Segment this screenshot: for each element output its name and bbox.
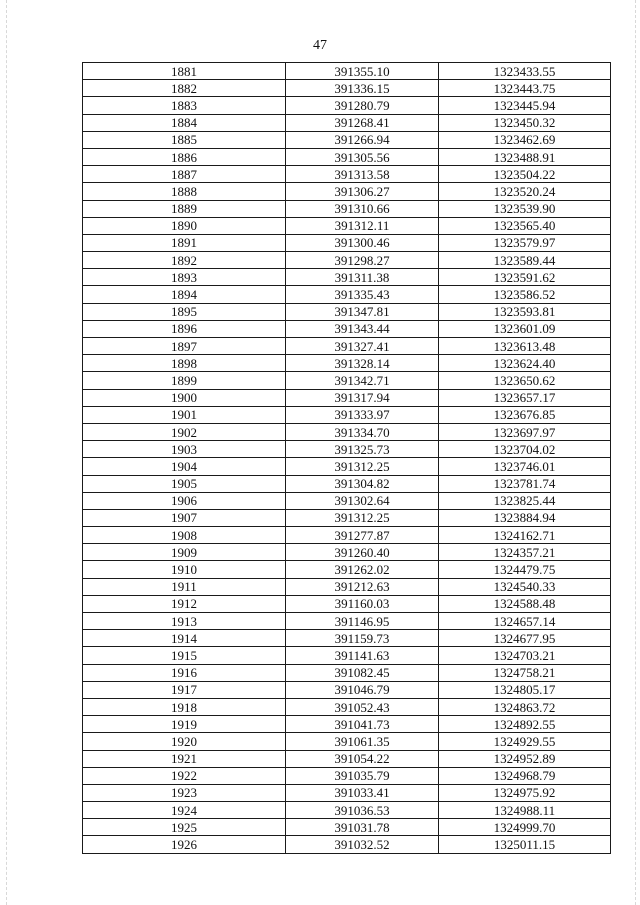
y-coordinate-cell: 1324162.71 xyxy=(439,527,611,544)
table-row xyxy=(83,733,611,750)
point-number-cell: 1895 xyxy=(83,303,286,320)
table-row xyxy=(83,544,611,561)
coordinates-table-body xyxy=(83,63,611,854)
point-number-cell: 1909 xyxy=(83,544,286,561)
x-coordinate-cell: 391300.46 xyxy=(286,234,439,251)
y-coordinate-cell: 1323433.55 xyxy=(439,63,611,80)
table-row xyxy=(83,217,611,234)
point-number-cell: 1907 xyxy=(83,509,286,526)
table-row xyxy=(83,200,611,217)
point-number-cell: 1900 xyxy=(83,389,286,406)
x-coordinate-cell: 391159.73 xyxy=(286,630,439,647)
table-row xyxy=(83,131,611,148)
y-coordinate-cell: 1323676.85 xyxy=(439,406,611,423)
x-coordinate-cell: 391160.03 xyxy=(286,595,439,612)
point-number-cell: 1910 xyxy=(83,561,286,578)
x-coordinate-cell: 391032.52 xyxy=(286,836,439,853)
point-number-cell: 1891 xyxy=(83,234,286,251)
table-row xyxy=(83,664,611,681)
point-number-cell: 1894 xyxy=(83,286,286,303)
y-coordinate-cell: 1324929.55 xyxy=(439,733,611,750)
x-coordinate-cell: 391310.66 xyxy=(286,200,439,217)
x-coordinate-cell: 391280.79 xyxy=(286,97,439,114)
x-coordinate-cell: 391333.97 xyxy=(286,406,439,423)
x-coordinate-cell: 391311.38 xyxy=(286,269,439,286)
x-coordinate-cell: 391035.79 xyxy=(286,767,439,784)
x-coordinate-cell: 391312.25 xyxy=(286,509,439,526)
table-row xyxy=(83,114,611,131)
y-coordinate-cell: 1323624.40 xyxy=(439,355,611,372)
y-coordinate-cell: 1324863.72 xyxy=(439,698,611,715)
y-coordinate-cell: 1323650.62 xyxy=(439,372,611,389)
y-coordinate-cell: 1323579.97 xyxy=(439,234,611,251)
x-coordinate-cell: 391343.44 xyxy=(286,320,439,337)
table-row xyxy=(83,441,611,458)
y-coordinate-cell: 1323450.32 xyxy=(439,114,611,131)
x-coordinate-cell: 391052.43 xyxy=(286,698,439,715)
table-row xyxy=(83,423,611,440)
table-row xyxy=(83,527,611,544)
x-coordinate-cell: 391036.53 xyxy=(286,802,439,819)
y-coordinate-cell: 1324677.95 xyxy=(439,630,611,647)
x-coordinate-cell: 391262.02 xyxy=(286,561,439,578)
y-coordinate-cell: 1323462.69 xyxy=(439,131,611,148)
point-number-cell: 1924 xyxy=(83,802,286,819)
y-coordinate-cell: 1323445.94 xyxy=(439,97,611,114)
y-coordinate-cell: 1324975.92 xyxy=(439,784,611,801)
y-coordinate-cell: 1323565.40 xyxy=(439,217,611,234)
y-coordinate-cell: 1323591.62 xyxy=(439,269,611,286)
x-coordinate-cell: 391082.45 xyxy=(286,664,439,681)
point-number-cell: 1915 xyxy=(83,647,286,664)
point-number-cell: 1898 xyxy=(83,355,286,372)
x-coordinate-cell: 391334.70 xyxy=(286,423,439,440)
table-row xyxy=(83,234,611,251)
y-coordinate-cell: 1324657.14 xyxy=(439,613,611,630)
y-coordinate-cell: 1323746.01 xyxy=(439,458,611,475)
y-coordinate-cell: 1323593.81 xyxy=(439,303,611,320)
scan-edge-right xyxy=(635,0,636,905)
point-number-cell: 1920 xyxy=(83,733,286,750)
x-coordinate-cell: 391054.22 xyxy=(286,750,439,767)
point-number-cell: 1917 xyxy=(83,681,286,698)
table-row xyxy=(83,80,611,97)
table-row xyxy=(83,183,611,200)
x-coordinate-cell: 391304.82 xyxy=(286,475,439,492)
point-number-cell: 1914 xyxy=(83,630,286,647)
table-row xyxy=(83,784,611,801)
y-coordinate-cell: 1324479.75 xyxy=(439,561,611,578)
y-coordinate-cell: 1324892.55 xyxy=(439,716,611,733)
x-coordinate-cell: 391302.64 xyxy=(286,492,439,509)
x-coordinate-cell: 391031.78 xyxy=(286,819,439,836)
y-coordinate-cell: 1323488.91 xyxy=(439,148,611,165)
y-coordinate-cell: 1324540.33 xyxy=(439,578,611,595)
table-row xyxy=(83,406,611,423)
x-coordinate-cell: 391266.94 xyxy=(286,131,439,148)
point-number-cell: 1921 xyxy=(83,750,286,767)
x-coordinate-cell: 391306.27 xyxy=(286,183,439,200)
table-row xyxy=(83,372,611,389)
y-coordinate-cell: 1324703.21 xyxy=(439,647,611,664)
table-row xyxy=(83,716,611,733)
table-row xyxy=(83,750,611,767)
point-number-cell: 1902 xyxy=(83,423,286,440)
point-number-cell: 1901 xyxy=(83,406,286,423)
table-row xyxy=(83,63,611,80)
point-number-cell: 1896 xyxy=(83,320,286,337)
y-coordinate-cell: 1323613.48 xyxy=(439,338,611,355)
table-row xyxy=(83,613,611,630)
y-coordinate-cell: 1324357.21 xyxy=(439,544,611,561)
x-coordinate-cell: 391033.41 xyxy=(286,784,439,801)
scan-edge-left xyxy=(6,0,7,905)
x-coordinate-cell: 391313.58 xyxy=(286,166,439,183)
y-coordinate-cell: 1324758.21 xyxy=(439,664,611,681)
y-coordinate-cell: 1323589.44 xyxy=(439,252,611,269)
table-row xyxy=(83,595,611,612)
x-coordinate-cell: 391312.25 xyxy=(286,458,439,475)
point-number-cell: 1899 xyxy=(83,372,286,389)
point-number-cell: 1905 xyxy=(83,475,286,492)
y-coordinate-cell: 1323704.02 xyxy=(439,441,611,458)
table-row xyxy=(83,767,611,784)
point-number-cell: 1887 xyxy=(83,166,286,183)
y-coordinate-cell: 1323539.90 xyxy=(439,200,611,217)
point-number-cell: 1888 xyxy=(83,183,286,200)
page-number: 47 xyxy=(313,38,327,53)
table-row xyxy=(83,286,611,303)
point-number-cell: 1916 xyxy=(83,664,286,681)
table-row xyxy=(83,836,611,853)
x-coordinate-cell: 391305.56 xyxy=(286,148,439,165)
point-number-cell: 1892 xyxy=(83,252,286,269)
table-row xyxy=(83,475,611,492)
point-number-cell: 1904 xyxy=(83,458,286,475)
table-row xyxy=(83,698,611,715)
x-coordinate-cell: 391317.94 xyxy=(286,389,439,406)
point-number-cell: 1908 xyxy=(83,527,286,544)
x-coordinate-cell: 391298.27 xyxy=(286,252,439,269)
y-coordinate-cell: 1324952.89 xyxy=(439,750,611,767)
table-row xyxy=(83,509,611,526)
table-row xyxy=(83,802,611,819)
point-number-cell: 1925 xyxy=(83,819,286,836)
table-row xyxy=(83,630,611,647)
table-row xyxy=(83,389,611,406)
point-number-cell: 1890 xyxy=(83,217,286,234)
table-row xyxy=(83,561,611,578)
x-coordinate-cell: 391260.40 xyxy=(286,544,439,561)
y-coordinate-cell: 1323520.24 xyxy=(439,183,611,200)
point-number-cell: 1885 xyxy=(83,131,286,148)
x-coordinate-cell: 391061.35 xyxy=(286,733,439,750)
table-row xyxy=(83,338,611,355)
y-coordinate-cell: 1324588.48 xyxy=(439,595,611,612)
point-number-cell: 1886 xyxy=(83,148,286,165)
x-coordinate-cell: 391328.14 xyxy=(286,355,439,372)
table-row xyxy=(83,458,611,475)
point-number-cell: 1906 xyxy=(83,492,286,509)
x-coordinate-cell: 391312.11 xyxy=(286,217,439,234)
point-number-cell: 1883 xyxy=(83,97,286,114)
x-coordinate-cell: 391335.43 xyxy=(286,286,439,303)
x-coordinate-cell: 391046.79 xyxy=(286,681,439,698)
table-row xyxy=(83,819,611,836)
point-number-cell: 1923 xyxy=(83,784,286,801)
point-number-cell: 1897 xyxy=(83,338,286,355)
table-row xyxy=(83,578,611,595)
x-coordinate-cell: 391212.63 xyxy=(286,578,439,595)
x-coordinate-cell: 391342.71 xyxy=(286,372,439,389)
x-coordinate-cell: 391355.10 xyxy=(286,63,439,80)
table-row xyxy=(83,647,611,664)
point-number-cell: 1882 xyxy=(83,80,286,97)
coordinates-table xyxy=(82,62,611,854)
y-coordinate-cell: 1325011.15 xyxy=(439,836,611,853)
point-number-cell: 1913 xyxy=(83,613,286,630)
y-coordinate-cell: 1324805.17 xyxy=(439,681,611,698)
point-number-cell: 1893 xyxy=(83,269,286,286)
point-number-cell: 1919 xyxy=(83,716,286,733)
y-coordinate-cell: 1323697.97 xyxy=(439,423,611,440)
y-coordinate-cell: 1323601.09 xyxy=(439,320,611,337)
x-coordinate-cell: 391041.73 xyxy=(286,716,439,733)
table-row xyxy=(83,303,611,320)
point-number-cell: 1911 xyxy=(83,578,286,595)
table-row xyxy=(83,148,611,165)
point-number-cell: 1903 xyxy=(83,441,286,458)
point-number-cell: 1918 xyxy=(83,698,286,715)
table-row xyxy=(83,492,611,509)
y-coordinate-cell: 1323884.94 xyxy=(439,509,611,526)
point-number-cell: 1889 xyxy=(83,200,286,217)
y-coordinate-cell: 1323586.52 xyxy=(439,286,611,303)
y-coordinate-cell: 1323825.44 xyxy=(439,492,611,509)
x-coordinate-cell: 391146.95 xyxy=(286,613,439,630)
y-coordinate-cell: 1324988.11 xyxy=(439,802,611,819)
y-coordinate-cell: 1324999.70 xyxy=(439,819,611,836)
point-number-cell: 1926 xyxy=(83,836,286,853)
point-number-cell: 1884 xyxy=(83,114,286,131)
x-coordinate-cell: 391347.81 xyxy=(286,303,439,320)
point-number-cell: 1881 xyxy=(83,63,286,80)
y-coordinate-cell: 1323443.75 xyxy=(439,80,611,97)
x-coordinate-cell: 391141.63 xyxy=(286,647,439,664)
x-coordinate-cell: 391336.15 xyxy=(286,80,439,97)
table-row xyxy=(83,166,611,183)
x-coordinate-cell: 391327.41 xyxy=(286,338,439,355)
y-coordinate-cell: 1323504.22 xyxy=(439,166,611,183)
table-row xyxy=(83,681,611,698)
table-row xyxy=(83,252,611,269)
y-coordinate-cell: 1323781.74 xyxy=(439,475,611,492)
point-number-cell: 1922 xyxy=(83,767,286,784)
table-row xyxy=(83,320,611,337)
table-row xyxy=(83,355,611,372)
y-coordinate-cell: 1323657.17 xyxy=(439,389,611,406)
x-coordinate-cell: 391277.87 xyxy=(286,527,439,544)
table-row xyxy=(83,269,611,286)
x-coordinate-cell: 391325.73 xyxy=(286,441,439,458)
table-row xyxy=(83,97,611,114)
point-number-cell: 1912 xyxy=(83,595,286,612)
x-coordinate-cell: 391268.41 xyxy=(286,114,439,131)
y-coordinate-cell: 1324968.79 xyxy=(439,767,611,784)
